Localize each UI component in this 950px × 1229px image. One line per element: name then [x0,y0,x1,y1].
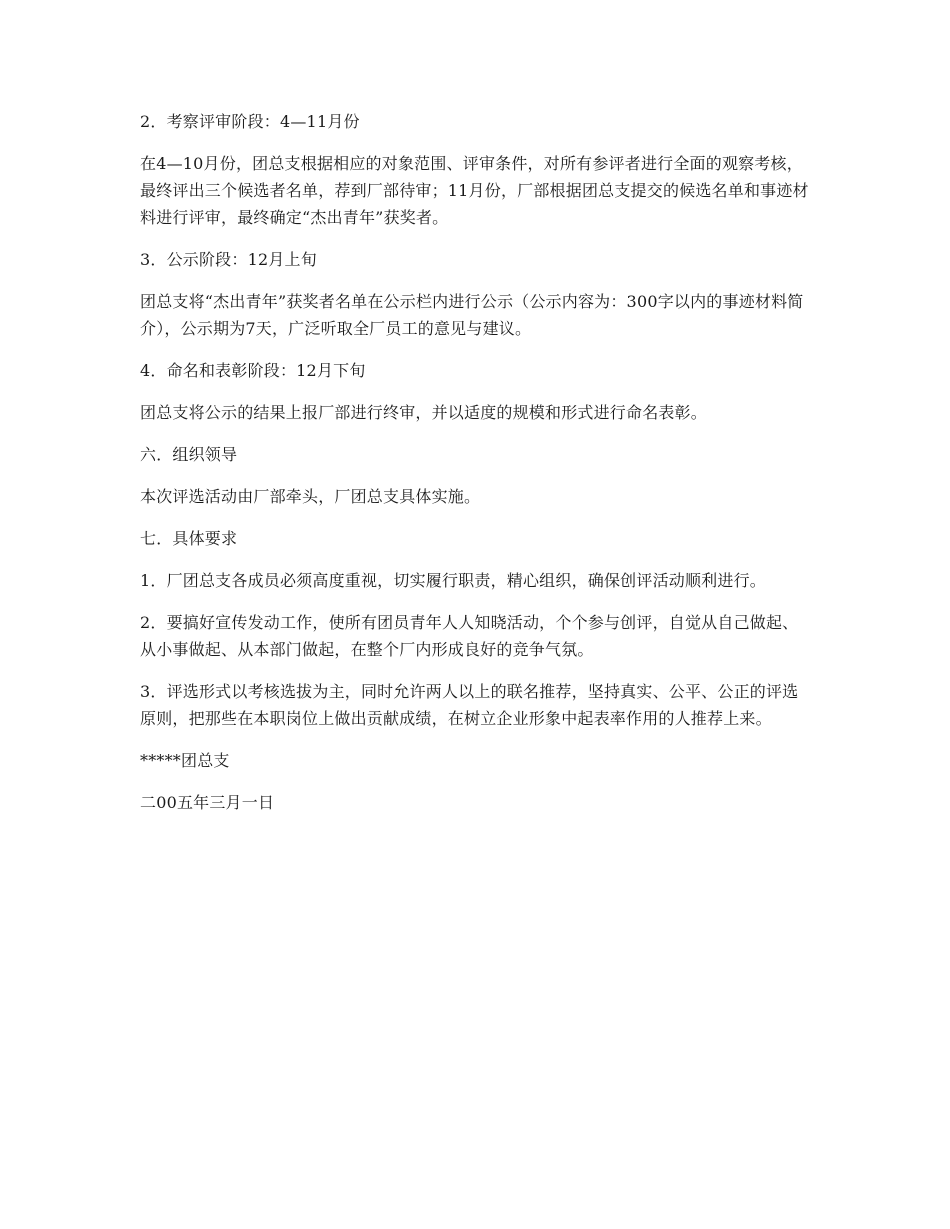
requirement-item-3: 3．评选形式以考核选拔为主，同时允许两人以上的联名推荐，坚持真实、公平、公正的评选原则，把那些在本职岗位上做出贡献成绩，在树立企业形象中起表率作用的人推荐上来。 [140,682,799,728]
section-heading-publicity-stage: 3．公示阶段：12月上旬 [140,250,317,269]
section-heading-leadership: 六．组织领导 [140,445,238,464]
section-heading-requirements: 七．具体要求 [140,529,238,548]
requirement-item-1: 1．厂团总支各成员必须高度重视，切实履行职责，精心组织，确保创评活动顺利进行。 [140,571,766,590]
paragraph-review-stage: 在4—10月份，团总支根据相应的对象范围、评审条件，对所有参评者进行全面的观察考核，最终评出三个候选者名单，荐到厂部待审；11月份，厂部根据团总支提交的候选名单和事迹材料进行评审，最终确定“杰出青年”获奖者。 [140,154,809,227]
section-heading-commendation-stage: 4．命名和表彰阶段：12月下旬 [140,361,366,380]
paragraph-commendation-stage: 团总支将公示的结果上报厂部进行终审，并以适度的规模和形式进行命名表彰。 [140,403,708,422]
signature-organization: *****团总支 [140,751,230,770]
document-body [140,108,812,831]
requirement-item-2: 2．要搞好宣传发动工作，使所有团员青年人人知晓活动，个个参与创评，自觉从自己做起、从小事做起、从本部门做起，在整个厂内形成良好的竞争气氛。 [140,613,799,659]
signature-date: 二00五年三月一日 [140,793,275,812]
section-heading-review-stage: 2．考察评审阶段：4—11月份 [140,112,360,131]
paragraph-leadership: 本次评选活动由厂部牵头，厂团总支具体实施。 [140,487,481,506]
paragraph-publicity-stage: 团总支将“杰出青年”获奖者名单在公示栏内进行公示（公示内容为：300字以内的事迹材料简介），公示期为7天，广泛听取全厂员工的意见与建议。 [140,292,804,338]
